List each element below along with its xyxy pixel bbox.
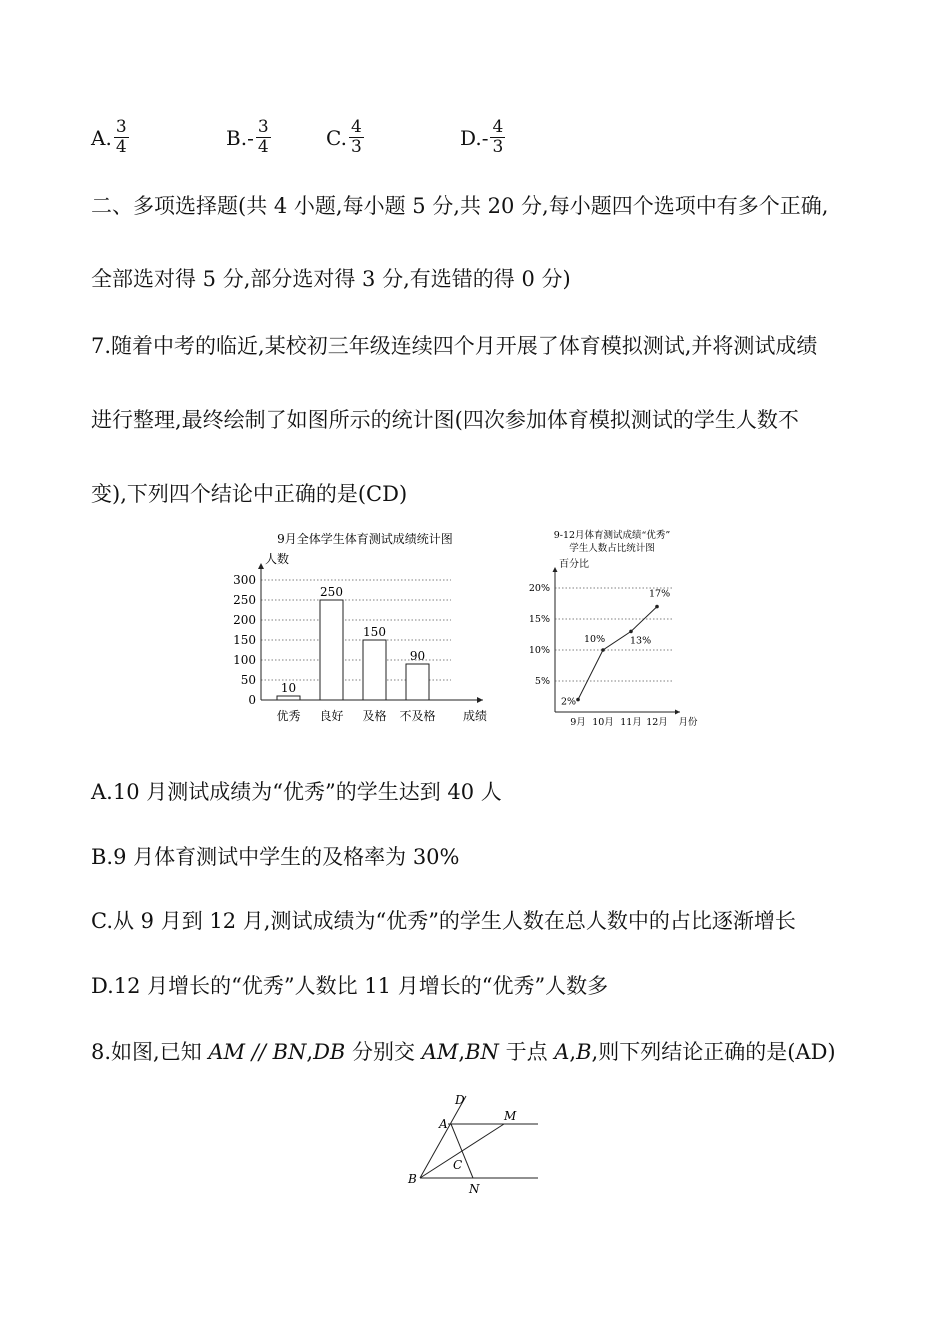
line-chart	[515, 525, 715, 735]
bar-chart-bar	[363, 640, 386, 700]
line-chart-ytick: 5%	[534, 676, 550, 687]
line-chart-point	[601, 648, 605, 652]
bar-chart-category-label: 优秀	[276, 709, 301, 723]
label-b: B	[408, 1172, 417, 1186]
line-chart-y-arrow	[553, 567, 558, 572]
line-chart-category-label: 10月	[592, 717, 614, 728]
line-chart-ytick: 20%	[528, 583, 550, 594]
q8-stem: 8.如图,已知 AM // BN,DB 分别交 AM,BN 于点 A,B,则下列结论正确的是(AD)	[91, 1040, 836, 1064]
bar-chart-ytick: 250	[233, 593, 256, 607]
line-chart-value-label: 17%	[649, 588, 671, 600]
bar-chart-ytick: 300	[233, 573, 256, 587]
q6-option-b: B. - $\frac{3}{4}$	[226, 117, 269, 157]
line-chart-ytick: 10%	[528, 645, 550, 656]
bar-chart-ytick: 50	[240, 673, 256, 687]
line-chart-xlabel: 月份	[678, 717, 698, 728]
line-chart-value-label: 2%	[561, 696, 577, 708]
q7-stem-line3: 变),下列四个结论中正确的是(CD)	[91, 482, 408, 506]
q7-option-d: D.12 月增长的“优秀”人数比 11 月增长的“优秀”人数多	[91, 974, 609, 998]
line-chart-point	[655, 605, 659, 609]
q7-option-a: A.10 月测试成绩为“优秀”的学生达到 40 人	[91, 780, 502, 804]
line-chart-category-label: 11月	[620, 717, 642, 728]
label-c: C	[453, 1158, 463, 1172]
line-chart-ytick: 15%	[528, 614, 550, 625]
line-chart-value-label: 13%	[630, 635, 652, 647]
bar-chart-ytick: 0	[248, 693, 256, 707]
line-chart-ylabel: 百分比	[559, 559, 589, 570]
bar-chart-bar	[277, 696, 300, 700]
bar-chart-bar	[406, 664, 429, 700]
bar-chart-value-label: 150	[363, 625, 386, 639]
line-chart-x-arrow	[675, 710, 680, 715]
bar-chart-ytick: 100	[233, 653, 256, 667]
label-n: N	[469, 1182, 480, 1196]
q6-option-a: A. $\frac{3}{4}$	[91, 117, 127, 157]
bar-chart-y-arrow	[258, 563, 264, 569]
bar-chart-value-label: 90	[409, 649, 426, 663]
q6-option-d: D. - $\frac{4}{3}$	[460, 117, 504, 157]
line-chart-series	[578, 607, 657, 700]
bar-chart-category-label: 良好	[319, 709, 344, 723]
q8-geometry-figure	[400, 1088, 550, 1203]
q7-stem-line1: 7.随着中考的临近,某校初三年级连续四个月开展了体育模拟测试,并将测试成绩	[91, 334, 818, 358]
line-chart-value-label: 10%	[584, 634, 606, 645]
q6-option-c: C. $\frac{4}{3}$	[326, 117, 362, 157]
line-chart-point	[629, 630, 633, 634]
bar-chart-ytick: 200	[233, 613, 256, 627]
bar-chart-value-label: 250	[320, 585, 343, 599]
bar-chart-value-label: 10	[280, 681, 297, 695]
bar-chart-ytick: 150	[233, 633, 256, 647]
bar-chart-category-label: 不及格	[399, 709, 436, 723]
bar-chart-x-arrow	[477, 697, 483, 703]
q7-stem-line2: 进行整理,最终绘制了如图所示的统计图(四次参加体育模拟测试的学生人数不	[91, 408, 799, 432]
label-a: A	[439, 1117, 448, 1131]
bar-chart-xlabel: 成绩	[462, 709, 488, 723]
q7-option-b: B.9 月体育测试中学生的及格率为 30%	[91, 845, 460, 869]
bar-chart-category-label: 及格	[362, 709, 387, 723]
bar-chart-ylabel: 人数	[265, 552, 290, 566]
section2-line2: 全部选对得 5 分,部分选对得 3 分,有选错的得 0 分)	[91, 267, 571, 291]
label-d: D	[455, 1093, 465, 1107]
line-chart-category-label: 9月	[570, 717, 586, 728]
line-chart-subtitle: 学生人数占比统计图	[569, 543, 655, 554]
section2-line1: 二、多项选择题(共 4 小题,每小题 5 分,共 20 分,每小题四个选项中有多个正确,	[91, 194, 829, 218]
bar-chart	[225, 525, 505, 730]
label-m: M	[504, 1109, 517, 1123]
q7-option-c: C.从 9 月到 12 月,测试成绩为“优秀”的学生人数在总人数中的占比逐渐增长	[91, 909, 796, 933]
line-chart-category-label: 12月	[646, 717, 668, 728]
line-chart-title: 9-12月体育测试成绩“优秀”	[553, 530, 671, 541]
bar-chart-bar	[320, 600, 343, 700]
bar-chart-title: 9月全体学生体育测试成绩统计图	[277, 532, 453, 546]
line-chart-point	[576, 698, 580, 702]
